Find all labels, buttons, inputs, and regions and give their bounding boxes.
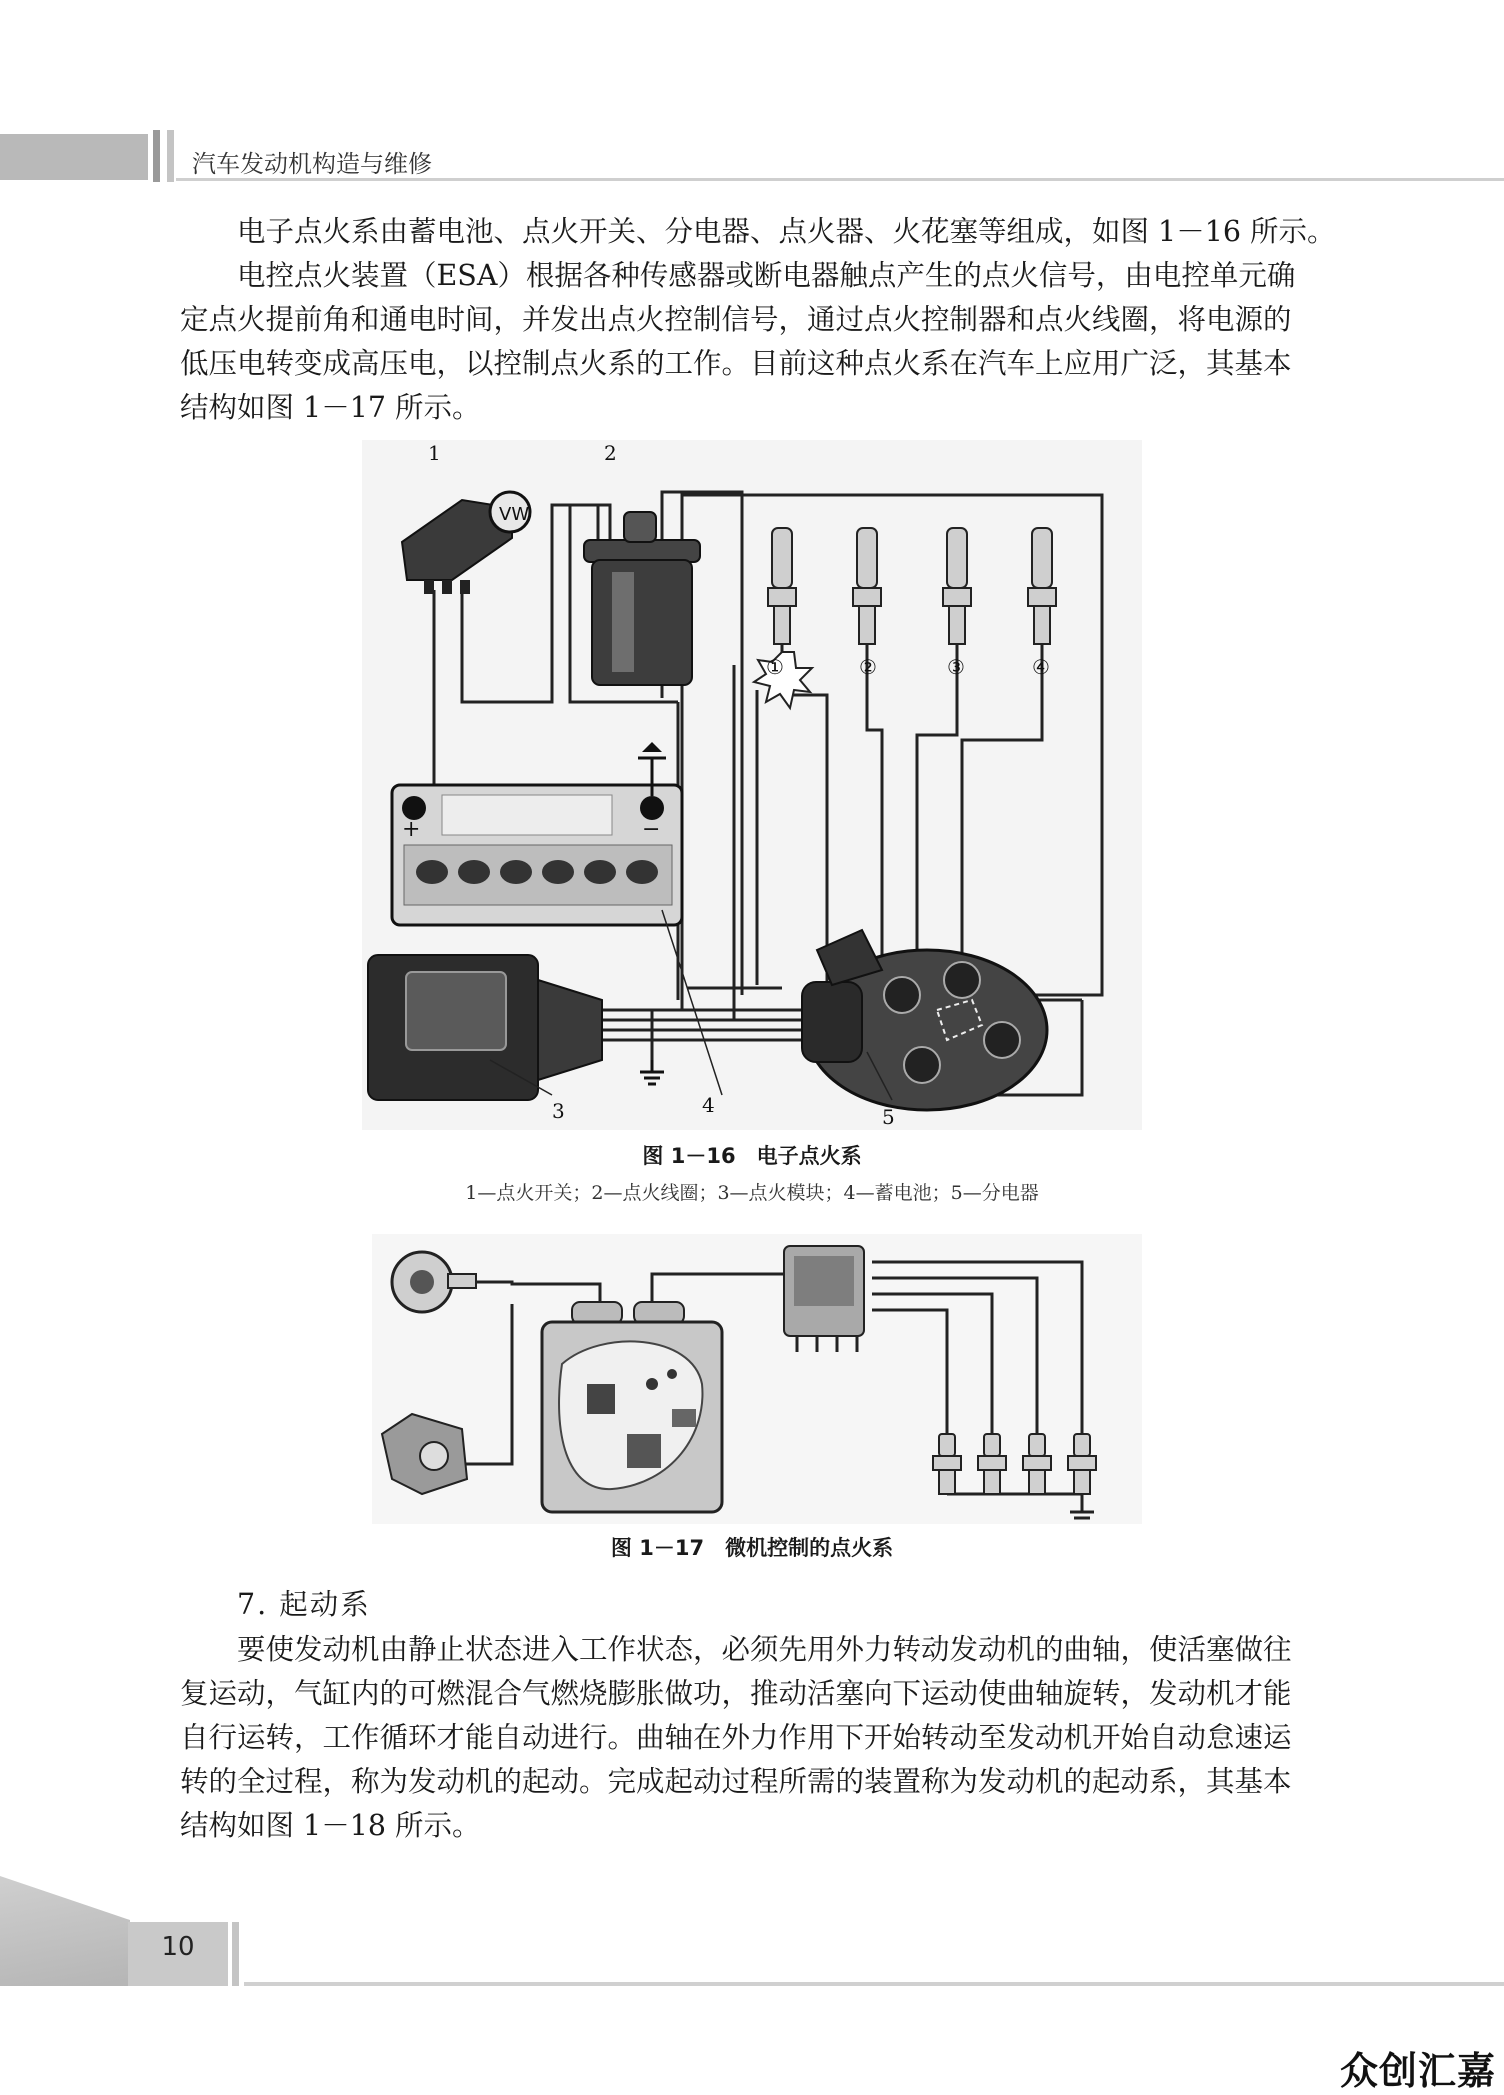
battery-minus-label: −: [642, 817, 661, 842]
footer-wedge: [0, 1876, 130, 1986]
text-line: 低压电转变成高压电，以控制点火系的工作。目前这种点火系在汽车上应用广泛，其基本: [180, 347, 1292, 380]
figure-electronic-ignition: [362, 440, 1142, 1130]
figure-caption-1-16: 图 1－16 电子点火系: [642, 1144, 862, 1168]
figure-microcomputer-ignition: [372, 1234, 1142, 1524]
label-2: 2: [604, 441, 617, 465]
label-5: 5: [882, 1105, 895, 1129]
battery-plus-label: +: [402, 817, 421, 842]
ignition-diagram: [362, 440, 1142, 1130]
text-line: 结构如图 1－18 所示。: [180, 1809, 481, 1842]
label-3: 3: [552, 1099, 565, 1123]
ecu-ignition-diagram: [372, 1234, 1142, 1524]
section-heading: 7. 起动系: [237, 1588, 371, 1621]
paragraph-intro: [180, 210, 1336, 254]
coil-pack: [784, 1246, 864, 1352]
header-bar: [0, 134, 148, 180]
text-line: 复运动，气缸内的可燃混合气燃烧膨胀做功，推动活塞向下运动使曲轴旋转，发动机才能: [180, 1677, 1292, 1710]
cylinder-label-1: ①: [766, 655, 784, 679]
text-line: 自行运转，工作循环才能自动进行。曲轴在外力作用下开始转动至发动机开始自动怠速运: [180, 1721, 1292, 1754]
page-number: 10: [161, 1932, 195, 1962]
footer-rule: [244, 1982, 1504, 1986]
footer-stripe: [232, 1922, 239, 1986]
running-header-title: 汽车发动机构造与维修: [192, 150, 432, 178]
text-line: 定点火提前角和通电时间，并发出点火控制信号，通过点火控制器和点火线圈，将电源的: [180, 303, 1292, 336]
cylinder-label-2: ②: [859, 655, 877, 679]
cylinder-label-3: ③: [947, 655, 965, 679]
cylinder-label-4: ④: [1032, 655, 1050, 679]
label-4: 4: [702, 1093, 715, 1117]
text-line: 要使发动机由静止状态进入工作状态，必须先用外力转动发动机的曲轴，使活塞做往: [237, 1633, 1292, 1666]
text-line: 电控点火装置（ESA）根据各种传感器或断电器触点产生的点火信号，由电控单元确: [237, 259, 1296, 292]
paragraph-starting-system: [180, 1628, 1320, 1848]
text-line: 转的全过程，称为发动机的起动。完成起动过程所需的装置称为发动机的起动系，其基本: [180, 1765, 1292, 1798]
text-line: 结构如图 1－17 所示。: [180, 391, 481, 424]
svg-text:VW: VW: [499, 504, 530, 525]
text-line: 电子点火系由蓄电池、点火开关、分电器、点火器、火花塞等组成，如图 1－16 所示。: [237, 215, 1336, 248]
ecu-unit: [542, 1302, 722, 1512]
figure-legend-1-16: 1—点火开关；2—点火线圈；3—点火模块；4—蓄电池；5—分电器: [465, 1182, 1039, 1204]
label-1: 1: [428, 441, 441, 465]
watermark-logo: 众创汇嘉: [1339, 2049, 1496, 2093]
header-rule: [176, 178, 1504, 181]
header-stripe: [167, 130, 174, 182]
paragraph-esa: [180, 254, 1320, 430]
header-stripe: [153, 130, 160, 182]
figure-caption-1-17: 图 1－17 微机控制的点火系: [610, 1536, 894, 1560]
